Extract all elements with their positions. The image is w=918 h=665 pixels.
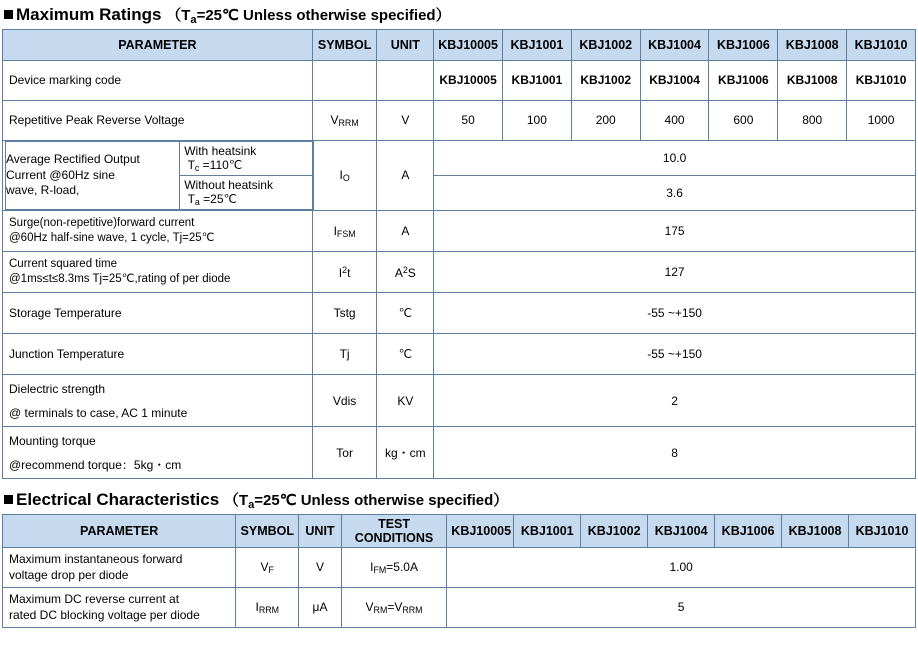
unit-ifsm: A — [377, 211, 434, 252]
value-tstg: -55 ~+150 — [434, 293, 916, 334]
param-vrrm: Repetitive Peak Reverse Voltage — [3, 100, 313, 140]
square-bullet-icon — [4, 10, 13, 19]
symbol-vrrm: $V_{RRM}$ — [312, 100, 377, 140]
value-i2t: 127 — [434, 252, 916, 293]
ec-value-irrm: 5 — [447, 587, 916, 627]
param-tor — [3, 427, 313, 479]
ec-header-test-line2: CONDITIONS — [354, 530, 434, 545]
param-tstg: Storage Temperature — [3, 293, 313, 334]
header-parameter: PARAMETER — [3, 29, 313, 60]
electrical-heading — [4, 489, 918, 511]
ec-param-vf — [3, 547, 236, 587]
unit-tor: kg・cm — [377, 427, 434, 479]
table-row-vrrm — [3, 100, 916, 140]
ec-header-test-conditions — [341, 514, 447, 547]
symbol-ifsm: $I_{FSM}$ — [312, 211, 377, 252]
header-device-5: KBJ1008 — [778, 29, 847, 60]
ec-header-test-line1: TEST — [378, 516, 411, 531]
ec-symbol-vf: $V_F$ — [236, 547, 299, 587]
ec-header-parameter: PARAMETER — [3, 514, 236, 547]
value-vrrm-2: 200 — [571, 100, 640, 140]
square-bullet-icon-2 — [4, 495, 13, 504]
value-io-with-heatsink: 10.0 — [434, 140, 916, 175]
table-row-tj — [3, 334, 916, 375]
param-io-line1: Average Rectified Output — [6, 152, 140, 167]
value-vrrm-0: 50 — [434, 100, 503, 140]
param-io-line3: wave, R-load, — [6, 183, 80, 198]
symbol-io: $I_O$ — [312, 140, 377, 210]
header-device-1: KBJ1001 — [502, 29, 571, 60]
value-tj: -55 ~+150 — [434, 334, 916, 375]
param-device-marking: Device marking code — [3, 60, 313, 100]
symbol-vdis: Vdis — [312, 375, 377, 427]
param-i2t-line1: Current squared time — [9, 257, 118, 270]
table-row-tstg — [3, 293, 916, 334]
symbol-tstg: Tstg — [312, 293, 377, 334]
ec-value-vf: 1.00 — [447, 547, 916, 587]
ec-header-device-3: KBJ1004 — [648, 514, 715, 547]
header-unit: UNIT — [377, 29, 434, 60]
param-vdis-line2: @ terminals to case, AC 1 minute — [9, 405, 188, 420]
io-heatsink-conditions — [180, 141, 313, 209]
value-device-marking-0: KBJ10005 — [434, 60, 503, 100]
ec-header-device-6: KBJ1010 — [849, 514, 916, 547]
value-tor: 8 — [434, 427, 916, 479]
table-row-tor — [3, 427, 916, 479]
param-tj: Junction Temperature — [3, 334, 313, 375]
param-ifsm-line2: @60Hz half-sine wave, 1 cycle, Tj=25℃ — [9, 232, 215, 245]
io-with-heatsink — [180, 142, 312, 176]
max-ratings-table — [2, 29, 916, 479]
table-row-i2t — [3, 252, 916, 293]
ec-header-unit: UNIT — [299, 514, 342, 547]
param-vdis-line1: Dielectric strength — [9, 381, 106, 396]
electrical-title: Electrical Characteristics — [16, 490, 220, 510]
datasheet-page — [0, 4, 918, 665]
param-io-text — [6, 141, 180, 209]
io-with-heatsink-label: With heatsink — [184, 143, 257, 158]
io-with-heatsink-cond: $T_c$ =110℃ — [184, 157, 243, 173]
ec-header-device-1: KBJ1001 — [514, 514, 581, 547]
table-row-ifsm — [3, 211, 916, 252]
ec-param-irrm-line2: rated DC blocking voltage per diode — [9, 608, 200, 623]
table-row-vdis — [3, 375, 916, 427]
param-ifsm — [3, 211, 313, 252]
ec-header-device-5: KBJ1008 — [782, 514, 849, 547]
unit-i2t: $A^2S$ — [377, 252, 434, 293]
value-vrrm-6: 1000 — [847, 100, 916, 140]
ec-header-device-0: KBJ10005 — [447, 514, 514, 547]
value-vrrm-4: 600 — [709, 100, 778, 140]
value-ifsm: 175 — [434, 211, 916, 252]
value-io-without-heatsink: 3.6 — [434, 175, 916, 210]
header-symbol: SYMBOL — [312, 29, 377, 60]
value-vrrm-5: 800 — [778, 100, 847, 140]
io-without-heatsink-cond: $T_a$ =25℃ — [184, 191, 238, 208]
ec-unit-irrm: μA — [299, 587, 342, 627]
io-without-heatsink — [180, 176, 312, 209]
table-row-device-marking — [3, 60, 916, 100]
ec-param-irrm — [3, 587, 236, 627]
ec-table-row-irrm — [3, 587, 916, 627]
electrical-condition: （$T_a=25℃$ Unless otherwise specified） — [223, 492, 509, 511]
param-ifsm-line1: Surge(non-repetitive)forward current — [9, 216, 195, 229]
max-ratings-condition: （$T_a=25℃$ Unless otherwise specified） — [166, 7, 451, 26]
param-tor-line2: @recommend torque：5kg・cm — [9, 457, 182, 472]
header-device-2: KBJ1002 — [571, 29, 640, 60]
unit-tstg: ℃ — [377, 293, 434, 334]
header-device-0: KBJ10005 — [434, 29, 503, 60]
param-tor-line1: Mounting torque — [9, 433, 96, 448]
ec-unit-vf: V — [299, 547, 342, 587]
header-device-4: KBJ1006 — [709, 29, 778, 60]
symbol-tor: Tor — [312, 427, 377, 479]
ec-test-irrm: $V_{RM}=V_{RRM}$ — [341, 587, 447, 627]
unit-device-marking — [377, 60, 434, 100]
ec-param-vf-line1: Maximum instantaneous forward — [9, 552, 183, 567]
param-io-line2: Current @60Hz sine — [6, 167, 115, 182]
unit-vdis: KV — [377, 375, 434, 427]
symbol-device-marking — [312, 60, 377, 100]
ec-test-vf: $I_{FM}=5.0A$ — [341, 547, 447, 587]
value-vrrm-1: 100 — [502, 100, 571, 140]
param-io-block — [3, 140, 313, 210]
unit-tj: ℃ — [377, 334, 434, 375]
symbol-i2t: $I^2t$ — [312, 252, 377, 293]
ec-param-irrm-line1: Maximum DC reverse current at — [9, 592, 180, 607]
ec-symbol-irrm: $I_{RRM}$ — [236, 587, 299, 627]
ec-param-vf-line2: voltage drop per diode — [9, 568, 129, 583]
ec-header-device-4: KBJ1006 — [715, 514, 782, 547]
ec-header-device-2: KBJ1002 — [581, 514, 648, 547]
max-ratings-title: Maximum Ratings — [16, 5, 162, 24]
unit-vrrm: V — [377, 100, 434, 140]
ec-table-header-row — [3, 514, 916, 547]
header-device-6: KBJ1010 — [847, 29, 916, 60]
value-device-marking-5: KBJ1008 — [778, 60, 847, 100]
unit-io: A — [377, 140, 434, 210]
param-vdis — [3, 375, 313, 427]
io-without-heatsink-label: Without heatsink — [184, 177, 273, 192]
max-ratings-heading — [4, 4, 918, 26]
table-row-io-with-heatsink — [3, 140, 916, 175]
value-vdis: 2 — [434, 375, 916, 427]
param-i2t — [3, 252, 313, 293]
value-device-marking-2: KBJ1002 — [571, 60, 640, 100]
value-device-marking-3: KBJ1004 — [640, 60, 709, 100]
electrical-characteristics-table — [2, 514, 916, 628]
symbol-tj: Tj — [312, 334, 377, 375]
value-device-marking-4: KBJ1006 — [709, 60, 778, 100]
ec-table-row-vf — [3, 547, 916, 587]
ec-header-symbol: SYMBOL — [236, 514, 299, 547]
value-vrrm-3: 400 — [640, 100, 709, 140]
value-device-marking-6: KBJ1010 — [847, 60, 916, 100]
table-header-row — [3, 29, 916, 60]
param-i2t-line2: @1ms≤t≤8.3ms Tj=25℃,rating of per diode — [9, 273, 231, 286]
value-device-marking-1: KBJ1001 — [502, 60, 571, 100]
header-device-3: KBJ1004 — [640, 29, 709, 60]
